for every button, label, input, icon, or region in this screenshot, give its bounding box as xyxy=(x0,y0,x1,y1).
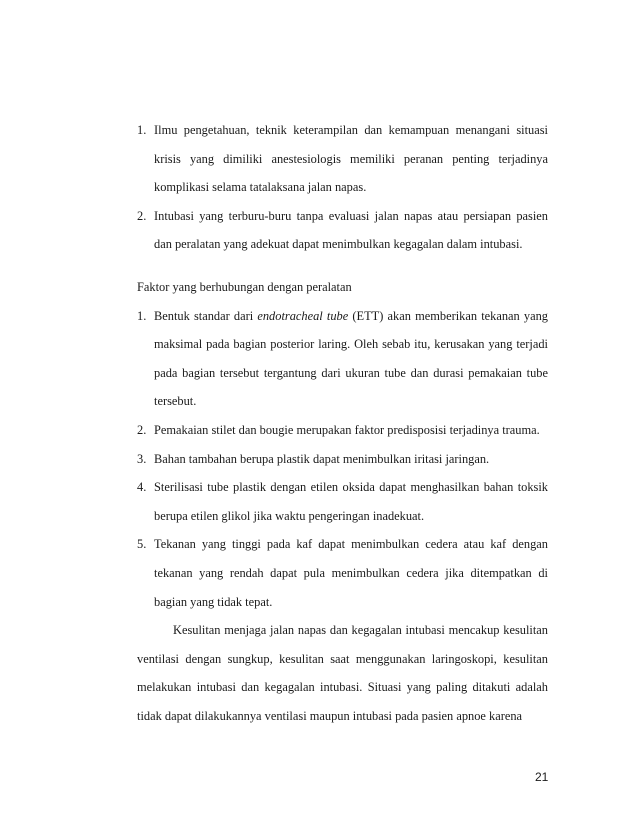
text-segment: (ETT) akan memberikan tekanan yang maksimal pada bagian posterior laring. Oleh sebab itu, kerusakan yang terjadi pada bagian tersebut tergantung dari ukuran tube dan durasi pemakaian tube tersebut. xyxy=(154,308,548,409)
list-item xyxy=(137,302,548,416)
list-item-number: 1. xyxy=(137,123,147,137)
list-item-text xyxy=(154,302,548,416)
equipment-factors-list xyxy=(137,302,548,617)
list-item xyxy=(137,116,548,202)
list-item-text: Pemakaian stilet dan bougie merupakan faktor predisposisi terjadinya trauma. xyxy=(154,422,540,437)
list-item-text: Ilmu pengetahuan, teknik keterampilan dan kemampuan menangani situasi krisis yang dimiliki anestesiologis memiliki peranan penting terjadinya komplikasi selama tatalaksana jalan napas. xyxy=(154,123,548,195)
list-item xyxy=(137,473,548,530)
spacer xyxy=(137,259,548,273)
list-item-number: 2. xyxy=(137,422,147,437)
list-item-number: 5. xyxy=(137,537,147,552)
body-paragraph: Kesulitan menjaga jalan napas dan kegagalan intubasi mencakup kesulitan ventilasi dengan sungkup, kesulitan saat menggunakan laringoskopi, kesulitan melakukan intubasi dan kegagalan intubasi. Situasi yang paling ditakuti adalah tidak dapat dilakukannya ventilasi maupun intubasi pada pasien apnoe karena xyxy=(137,623,548,723)
text-segment: Bentuk standar dari xyxy=(154,308,258,323)
contributing-factors-list xyxy=(137,116,548,259)
list-item-number: 2. xyxy=(137,208,147,223)
section-heading: Faktor yang berhubungan dengan peralatan xyxy=(137,279,352,294)
document-body xyxy=(137,116,548,730)
list-item xyxy=(137,445,548,474)
page-number: 21 xyxy=(535,770,549,784)
list-item-text: Bahan tambahan berupa plastik dapat menimbulkan iritasi jaringan. xyxy=(154,451,490,466)
list-item-number: 3. xyxy=(137,451,147,466)
list-item-text: Sterilisasi tube plastik dengan etilen oksida dapat menghasilkan bahan toksik berupa etilen glikol jika waktu pengeringan inadekuat. xyxy=(154,480,548,523)
list-item xyxy=(137,202,548,259)
list-item-text: Intubasi yang terburu-buru tanpa evaluasi jalan napas atau persiapan pasien dan peralatan yang adekuat dapat menimbulkan kegagalan dalam intubasi. xyxy=(154,208,548,252)
list-item-number: 1. xyxy=(137,308,147,323)
italic-term: endotracheal tube xyxy=(257,308,349,323)
list-item xyxy=(137,530,548,616)
list-item-text: Tekanan yang tinggi pada kaf dapat menimbulkan cedera atau kaf dengan tekanan yang rendah dapat pula menimbulkan cedera jika ditempatkan di bagian yang tidak tepat. xyxy=(154,537,548,609)
list-item xyxy=(137,416,548,445)
list-item-number: 4. xyxy=(137,480,147,495)
